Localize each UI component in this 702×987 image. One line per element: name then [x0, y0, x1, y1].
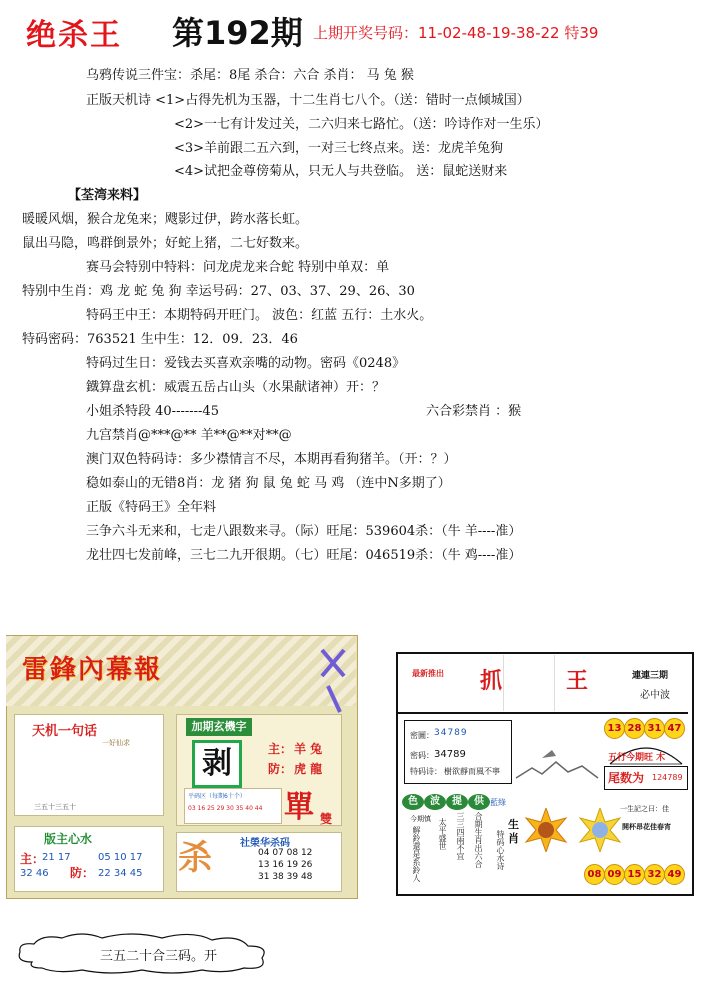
banzhu-zhu-label: 主：	[20, 852, 45, 866]
line-three-treasures: 乌鸦传说三件宝：杀尾：8尾 杀合：六合 杀肖： 马 兔 猴	[86, 68, 414, 83]
line-annual: 正版《特码王》全年料	[86, 500, 217, 515]
banzhu-fang-nums: 32 46	[20, 868, 49, 879]
bottom-number-3: 15	[624, 864, 645, 885]
issue-number: 第192期	[172, 14, 303, 52]
tail-value: 124789	[652, 773, 683, 782]
tail-label: 尾数为	[608, 771, 645, 785]
top-number-3: 31	[644, 718, 665, 739]
xuanji-fang-label: 防：	[268, 762, 293, 776]
section-heading: 【荃湾来料】	[68, 188, 147, 203]
line-code: 特码密码：763521 生中生：12．09．23．46	[22, 332, 298, 347]
mima2-label: 密码：	[410, 751, 434, 760]
service-end: 藍綠	[490, 798, 506, 807]
col5-text: 特码心水诗	[496, 830, 505, 870]
tianji-number-label: 三五十三五十	[34, 803, 76, 811]
kill-row-3: 31 38 39 48	[258, 872, 313, 882]
col1-text: 解鈴還是系鈴人	[412, 826, 421, 882]
service-tag-4: 供	[468, 794, 490, 810]
kill-row-1: 04 07 08 12	[258, 848, 313, 858]
xuanji-zhu-label: 主：	[268, 742, 293, 756]
single-char: 單	[284, 790, 314, 825]
zhua-title-gap	[503, 655, 555, 711]
xuanji-zhu-value: 羊 兔	[294, 742, 323, 756]
bottom-number-5: 49	[664, 864, 685, 885]
banzhu-title: 版主心水	[44, 832, 93, 846]
pingma-numbers: 03 16 25 29 30 35 40 44	[188, 805, 263, 812]
line-tianji-poem-3: <3>羊前跟二五六到，一对三七终点来。送：龙虎羊兔狗	[174, 141, 504, 156]
zhua-title-right: 王	[566, 668, 589, 694]
line-abacus: 鐡算盘玄机：威震五岳占山头（水果献诸神）开：？	[86, 380, 386, 395]
line-tail-1: 三争六斗无来和，七走八跟数来寻。（际）旺尾：539604杀：（牛 羊----准）	[86, 524, 522, 539]
brand-logo: 绝杀王	[26, 18, 122, 53]
line-birthday: 特码过生日：爱钱去买喜欢亲嘴的动物。密码《0248》	[86, 356, 406, 371]
banzhu-nums-b: 22 34 45	[98, 868, 143, 879]
kill-char: 杀	[178, 838, 212, 878]
service-tag-3: 提	[446, 794, 468, 810]
poem-label: 特码诗：	[410, 767, 442, 776]
zhua-title-left: 抓	[480, 668, 503, 694]
tianji-subtitle: 一好仙求	[102, 739, 130, 747]
bottom-number-2: 09	[604, 864, 625, 885]
line-tianji-poem-1: 正版天机诗 <1>占得先机为玉器，十二生肖七八个。（送：错时一点倾城国）	[86, 93, 530, 108]
mima-label: 密圖：	[410, 731, 434, 740]
xuanji-char: 剥	[192, 740, 242, 788]
note-label: 一生記之曰：佳	[620, 805, 669, 813]
line-forbidden-zodiac: 六合彩禁肖 ：猴	[426, 404, 522, 419]
line-tianji-poem-2: <2>一七有计发过关，二六归来七路忙。（送：吟诗作对一生乐）	[174, 117, 549, 132]
line-macau-poem: 澳门双色特码诗：多少襟情言不尽，本期再看狗猪羊。（开：？）	[86, 452, 457, 467]
bottom-number-1: 08	[584, 864, 605, 885]
newest-label: 最新推出	[412, 669, 444, 678]
streak-label: 連連三期	[632, 671, 669, 681]
zodiac-char-b: 肖	[508, 832, 519, 845]
double-char: 雙	[320, 812, 333, 826]
line-riddle-1: 暖暖风烟，猴合龙兔来；飕影过伊，跨水落长虹。	[22, 212, 309, 227]
xuanji-title: 加期玄機字	[186, 718, 252, 736]
rat-burst-icon	[578, 808, 622, 852]
pingma-label: 平码区（每期6十个）	[188, 793, 246, 800]
line-nine-palace: 九宫禁肖@***@** 羊**@**对**@	[86, 428, 292, 443]
line-miss-kill: 小姐杀特段 40-------45	[86, 404, 219, 419]
line-lucky-numbers: 特别中生肖：鸡 龙 蛇 兔 狗 幸运号码：27、03、37、29、26、30	[22, 284, 415, 299]
must-wave-label: 必中波	[640, 690, 670, 701]
col1-title: 今期慎	[410, 815, 431, 823]
line-tail-2: 龙壮四七发前峰，三七二九开很期。（七）旺尾：046519杀：（牛 鸡----准）	[86, 548, 522, 563]
ribbon-icon	[318, 646, 348, 716]
banzhu-nums-a: 05 10 17	[98, 852, 143, 863]
xuanji-fang-value: 虎 龍	[294, 762, 323, 776]
service-tag-1: 色	[402, 794, 424, 810]
top-number-4: 47	[664, 718, 685, 739]
line-eight-zodiac: 稳如泰山的无错8肖：龙 猪 狗 鼠 兔 蛇 马 鸡 （连中N多期了）	[86, 476, 451, 491]
previous-result: 上期开奖号码：11-02-48-19-38-22 特39	[313, 24, 599, 42]
banzhu-zhu-nums: 21 17	[42, 852, 71, 863]
service-tag-2: 波	[424, 794, 446, 810]
monkey-burst-icon	[524, 808, 568, 852]
line-king-of-king: 特码王中王：本期特码开旺门。 波色：红蓝 五行：土水火。	[86, 308, 433, 323]
top-number-1: 13	[604, 718, 625, 739]
line-jockey-club: 赛马会特别中特料：问龙虎龙来合蛇 特别中单双：单	[86, 260, 390, 275]
cloud-text: 三五二十合三码。开	[100, 949, 218, 964]
top-number-2: 28	[624, 718, 645, 739]
line-riddle-2: 鼠出马隐，鸣群倒景外；好蛇上猪，二七好数来。	[22, 236, 309, 251]
line-tianji-poem-4: <4>试把金尊傍菊从，只无人与共登临。 送：鼠蛇送财来	[174, 164, 508, 179]
leifeng-title: 雷鋒內幕報	[22, 655, 163, 685]
banzhu-fang-label: 防：	[70, 866, 95, 880]
note-text: 開杯昂花佳春宵	[622, 823, 671, 831]
kill-title: 社榮华杀码	[240, 838, 290, 849]
mima2-value: 34789	[434, 749, 466, 760]
landscape-illustration-icon	[512, 738, 602, 788]
col3-text: 三三四兩不宜	[456, 812, 465, 860]
col4-text: 合期生肖出六合	[474, 812, 483, 868]
tianji-title: 天机一句话	[32, 724, 98, 739]
kill-row-2: 13 16 19 26	[258, 860, 313, 870]
col2-text: 太平盛世	[438, 818, 447, 850]
poem-value: 樹欲靜而風不寧	[444, 767, 500, 776]
wuxing-label: 五行今期旺 木	[608, 753, 666, 763]
mima-icons: 34789	[434, 728, 468, 738]
bottom-number-4: 32	[644, 864, 665, 885]
zodiac-char-a: 生	[508, 818, 519, 831]
card-divider	[398, 712, 688, 714]
